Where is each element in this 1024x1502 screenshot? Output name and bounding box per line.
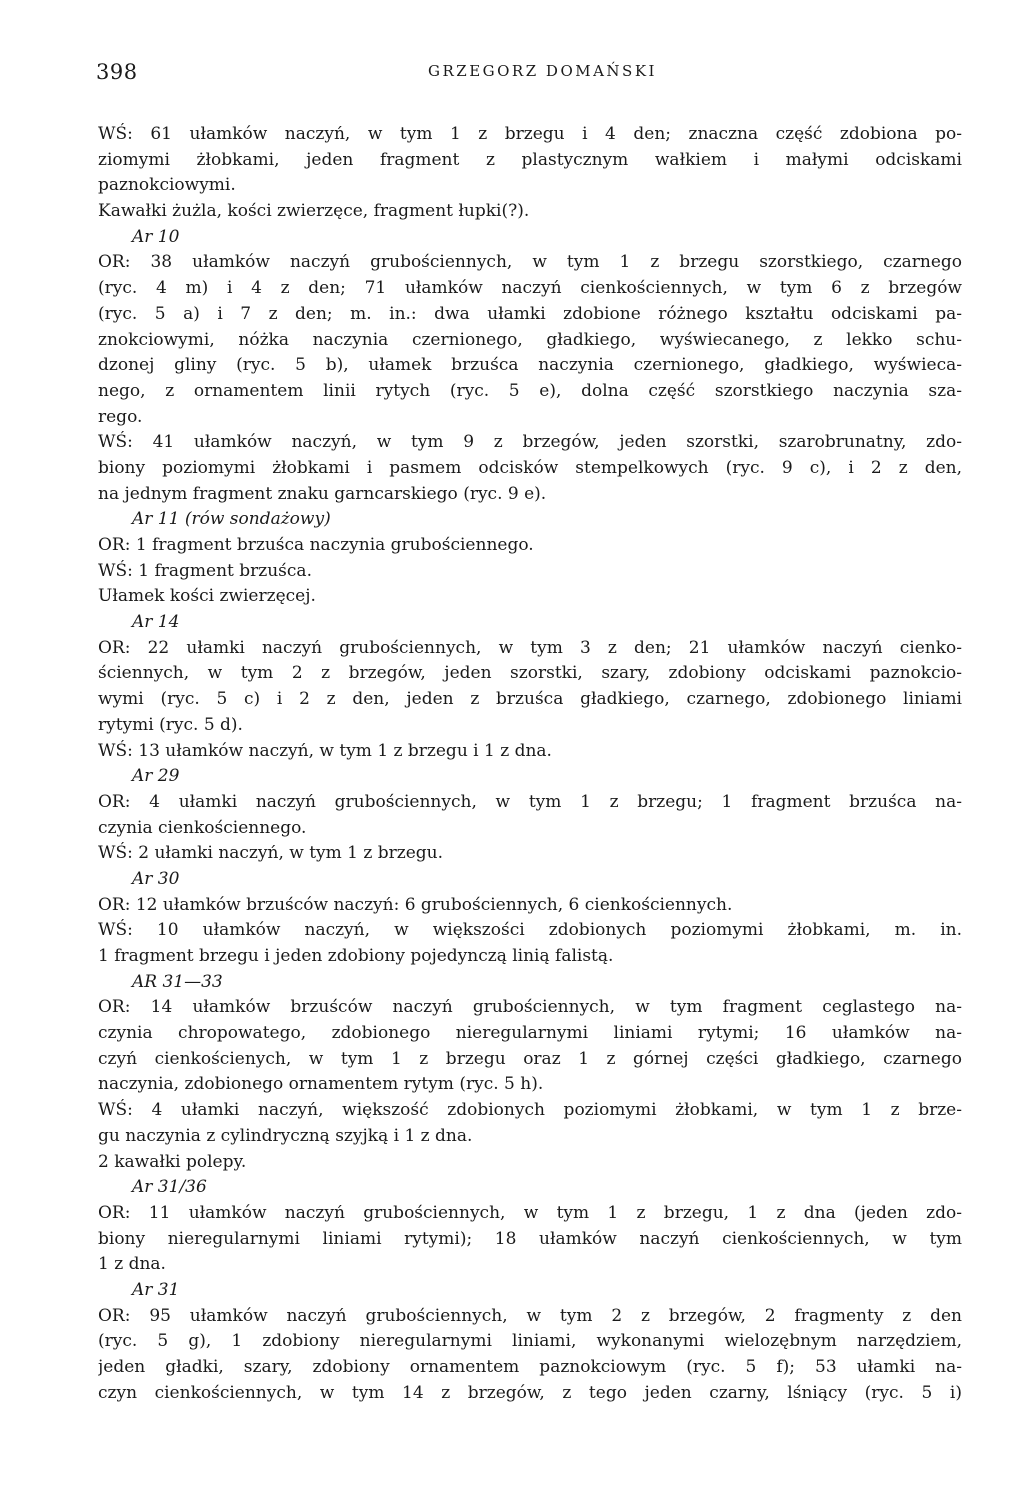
text-line: OR: 14 ułamków brzuśców naczyń grubościennych, w tym fragment ceglastego na- (98, 997, 962, 1018)
text-line: OR: 38 ułamków naczyń grubościennych, w tym 1 z brzegu szorstkiego, czarnego (98, 252, 962, 273)
text-line: WŚ: 41 ułamków naczyń, w tym 9 z brzegów, jeden szorstki, szarobrunatny, zdo- (98, 432, 962, 453)
text-line: dzonej gliny (ryc. 5 b), ułamek brzuśca naczynia czernionego, gładkiego, wyświeca- (98, 355, 962, 376)
section-heading: AR 31—33 (132, 971, 223, 992)
text-line: biony nieregularnymi liniami rytymi); 18 ułamków naczyń cienkościennych, w tym (98, 1228, 962, 1249)
text-line: WŚ: 4 ułamki naczyń, większość zdobionych poziomymi żłobkami, w tym 1 z brze- (98, 1100, 962, 1121)
text-line: OR: 4 ułamki naczyń grubościennych, w tym 1 z brzegu; 1 fragment brzuśca na- (98, 791, 962, 812)
section-heading: Ar 31/36 (132, 1177, 207, 1198)
text-line: WŚ: 13 ułamków naczyń, w tym 1 z brzegu i 1 z dna. (98, 740, 552, 761)
text-line: WŚ: 1 fragment brzuśca. (98, 560, 312, 581)
section-heading: Ar 30 (132, 868, 180, 889)
text-line: gu naczynia z cylindryczną szyjką i 1 z dna. (98, 1125, 473, 1146)
section-heading: Ar 31 (132, 1279, 180, 1300)
section-heading: Ar 29 (132, 766, 180, 787)
text-line: czyń cienkościenych, w tym 1 z brzegu oraz 1 z górnej części gładkiego, czarnego (98, 1048, 962, 1069)
text-line: czyn cienkościennych, w tym 14 z brzegów, z tego jeden czarny, lśniący (ryc. 5 i) (98, 1382, 962, 1403)
text-line: znokciowymi, nóżka naczynia czernionego, gładkiego, wyświecanego, z lekko schu- (98, 329, 962, 350)
body-text (98, 122, 962, 1406)
text-line: nego, z ornamentem linii rytych (ryc. 5 e), dolna część szorstkiego naczynia sza- (98, 380, 962, 401)
text-line: na jednym fragment znaku garncarskiego (ryc. 9 e). (98, 483, 547, 504)
text-line: rego. (98, 406, 143, 427)
text-line: Ułamek kości zwierzęcej. (98, 586, 316, 607)
text-line: OR: 12 ułamków brzuśców naczyń: 6 grubościennych, 6 cienkościennych. (98, 894, 733, 915)
text-line: 1 z dna. (98, 1254, 166, 1275)
page-number: 398 (96, 60, 138, 84)
running-head: GRZEGORZ DOMAŃSKI (428, 62, 657, 80)
text-line: WŚ: 61 ułamków naczyń, w tym 1 z brzegu i 4 den; znaczna część zdobiona po- (98, 124, 962, 144)
text-line: biony poziomymi żłobkami i pasmem odcisków stempelkowych (ryc. 9 c), i 2 z den, (98, 457, 962, 478)
text-line: Kawałki żużla, kości zwierzęce, fragment łupki(?). (98, 201, 530, 222)
text-line: rytymi (ryc. 5 d). (98, 714, 243, 735)
text-line: 1 fragment brzegu i jeden zdobiony pojedynczą linią falistą. (98, 946, 614, 966)
text-line: czynia chropowatego, zdobionego nieregularnymi liniami rytymi; 16 ułamków na- (98, 1023, 962, 1044)
text-line: naczynia, zdobionego ornamentem rytym (ryc. 5 h). (98, 1074, 544, 1095)
page-header (0, 60, 1024, 90)
text-line: OR: 11 ułamków naczyń grubościennych, w tym 1 z brzegu, 1 z dna (jeden zdo- (98, 1202, 962, 1223)
text-line: ziomymi żłobkami, jeden fragment z plastycznym wałkiem i małymi odciskami (98, 149, 962, 170)
section-heading: Ar 11 (rów sondażowy) (132, 509, 331, 530)
text-line: WŚ: 2 ułamki naczyń, w tym 1 z brzegu. (98, 843, 444, 864)
text-line: jeden gładki, szary, zdobiony ornamentem paznokciowym (ryc. 5 f); 53 ułamki na- (98, 1357, 962, 1377)
text-line: paznokciowymi. (98, 175, 236, 196)
section-heading: Ar 14 (132, 612, 180, 633)
text-line: OR: 95 ułamków naczyń grubościennych, w tym 2 z brzegów, 2 fragmenty z den (98, 1305, 962, 1326)
text-line: ściennych, w tym 2 z brzegów, jeden szorstki, szary, zdobiony odciskami paznokcio- (98, 663, 962, 684)
text-line: WŚ: 10 ułamków naczyń, w większości zdobionych poziomymi żłobkami, m. in. (98, 920, 962, 941)
text-line: wymi (ryc. 5 c) i 2 z den, jeden z brzuśca gładkiego, czarnego, zdobionego liniami (98, 689, 962, 710)
text-line: OR: 22 ułamki naczyń grubościennych, w tym 3 z den; 21 ułamków naczyń cienko- (98, 637, 962, 658)
text-line: (ryc. 5 g), 1 zdobiony nieregularnymi liniami, wykonanymi wielozębnym narzędziem, (98, 1331, 962, 1352)
text-line: (ryc. 4 m) i 4 z den; 71 ułamków naczyń cienkościennych, w tym 6 z brzegów (98, 278, 962, 299)
text-line: OR: 1 fragment brzuśca naczynia grubościennego. (98, 535, 534, 555)
text-line: (ryc. 5 a) i 7 z den; m. in.: dwa ułamki zdobione różnego kształtu odciskami pa- (98, 303, 962, 324)
text-line: 2 kawałki polepy. (98, 1151, 247, 1172)
section-heading: Ar 10 (132, 226, 180, 247)
text-line: czynia cienkościennego. (98, 817, 307, 838)
